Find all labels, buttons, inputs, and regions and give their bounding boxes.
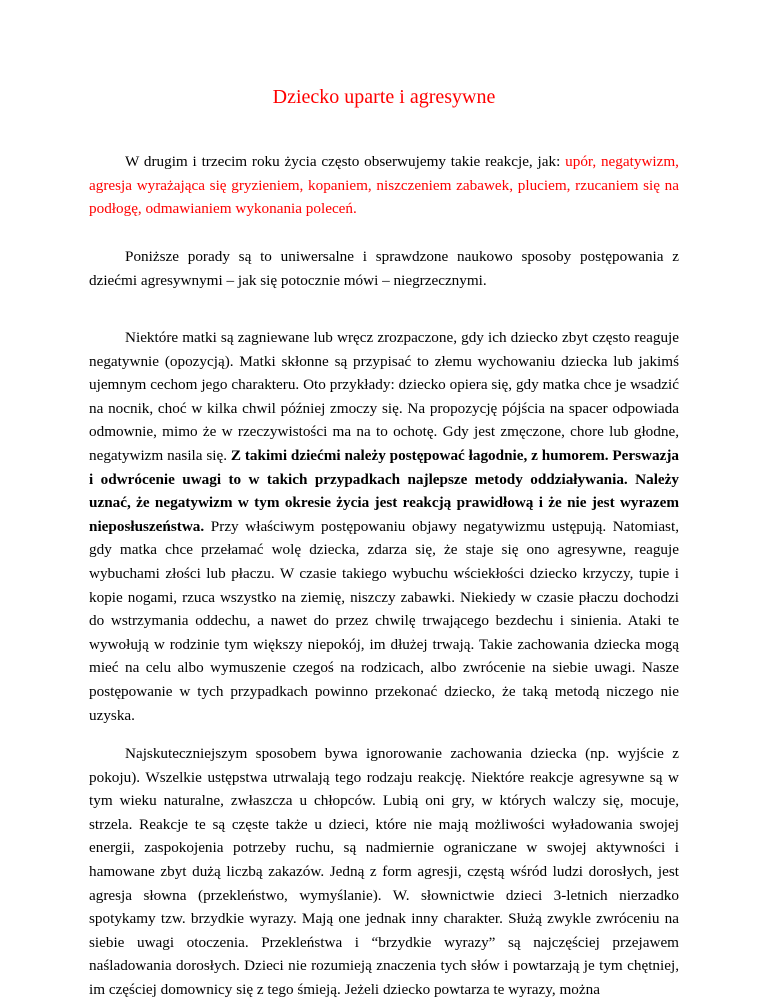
paragraph-advice: Poniższe porady są to uniwersalne i sprawdzone naukowo sposoby postępowania z dziećmi agresywnymi – jak się potocznie mówi – niegrzecznymi. [89, 248, 679, 289]
paragraph-intro-text: W drugim i trzecim roku życia często obserwujemy takie reakcje, jak: [125, 153, 566, 170]
paragraph-negativism-after: Przy właściwym postępowaniu objawy negatywizmu ustępują. Natomiast, gdy matka chce przełamać wolę dziecka, zdarza się, że staje się ono agresywne, reaguje wybuchami złości lub płaczu. W czasie takiego wybuchu wściekłości dziecko krzyczy, tupie i kopie nogami, rzuca wszystko na ziemię, niszczy zabawki. Niekiedy w czasie płaczu dochodzi do wstrzymania oddechu, a nawet do przez chwilę trwającego bezdechu i sinienia. Ataki te wywołują w rodzinie tym większy niepokój, im dłużej trwają. Takie zachowania dziecka mogą mieć na celu albo wymuszenie czegoś na rodzicach, albo zwrócenie na siebie uwagi. Nasze postępowanie w tych przypadkach powinno przekonać dziecko, że taką metodą niczego nie uzyska. [89, 517, 679, 724]
document-title: Dziecko uparte i agresywne [272, 86, 496, 108]
paragraph-ignoring: Najskuteczniejszym sposobem bywa ignorowanie zachowania dziecka (np. wyjście z pokoju). Wszelkie ustępstwa utrwalają tego rodzaju reakcję. Niektóre reakcje agresywne są w tym wieku naturalne, zwłaszcza u chłopców. Lubią oni gry, w których walczy się, mocuje, strzela. Reakcje te są częste także u dzieci, które nie mają możliwości wyładowania swojej energii, zaspokojenia potrzeby ruchu, są nadmiernie ograniczane w swojej aktywności i hamowane zbyt dużą liczbą zakazów. Jedną z form agresji, częstą wśród ludzi dorosłych, jest agresja słowna (przekleństwo, wymyślanie). W. słownictwie dzieci 3-letnich nierzadko spotykamy tzw. brzydkie wyrazy. Mają one jednak inny charakter. Służą zwykle zwróceniu na siebie uwagi otoczenia. Przekleństwa i “brzydkie wyrazy” są najczęściej przejawem naśladowania dorosłych. Dzieci nie rozumieją znaczenia tych słów i powtarzają je tym chętniej, im częściej domownicy się z tego śmieją. Jeżeli dziecko powtarza te wyrazy, można [89, 745, 679, 998]
paragraph-negativism-bold: Z takimi dziećmi należy postępować łagodnie, z humorem. Perswazja i odwrócenie uwagi to w takich przypadkach najlepsze metody oddziaływania. Należy uznać, że negatywizm w tym okresie życia jest reakcją prawidłową i że nie jest wyrazem nieposłuszeństwa. [89, 446, 679, 535]
paragraph-intro [89, 150, 679, 221]
paragraph-intro-highlight: upór, negatywizm, agresja wyrażająca się gryzieniem, kopaniem, niszczeniem zabawek, pluciem, rzucaniem się na podłogę, odmawianiem wykonania poleceń. [89, 153, 679, 218]
paragraph-negativism-before: Niektóre matki są zagniewane lub wręcz zrozpaczone, gdy ich dziecko zbyt często reaguje negatywnie (opozycją). Matki skłonne są przypisać to złemu wychowaniu dziecka lub jakimś ujemnym cechom jego charakteru. Oto przykłady: dziecko opiera się, gdy matka chce je wsadzić na nocnik, choć w kilka chwil później zmoczy się. Na propozycję pójścia na spacer odpowiada odmownie, mimo że w rzeczywistości ma na to ochotę. Gdy jest zmęczone, chore lub głodne, negatywizm nasila się. [89, 329, 679, 464]
paragraph-negativism [89, 326, 679, 727]
